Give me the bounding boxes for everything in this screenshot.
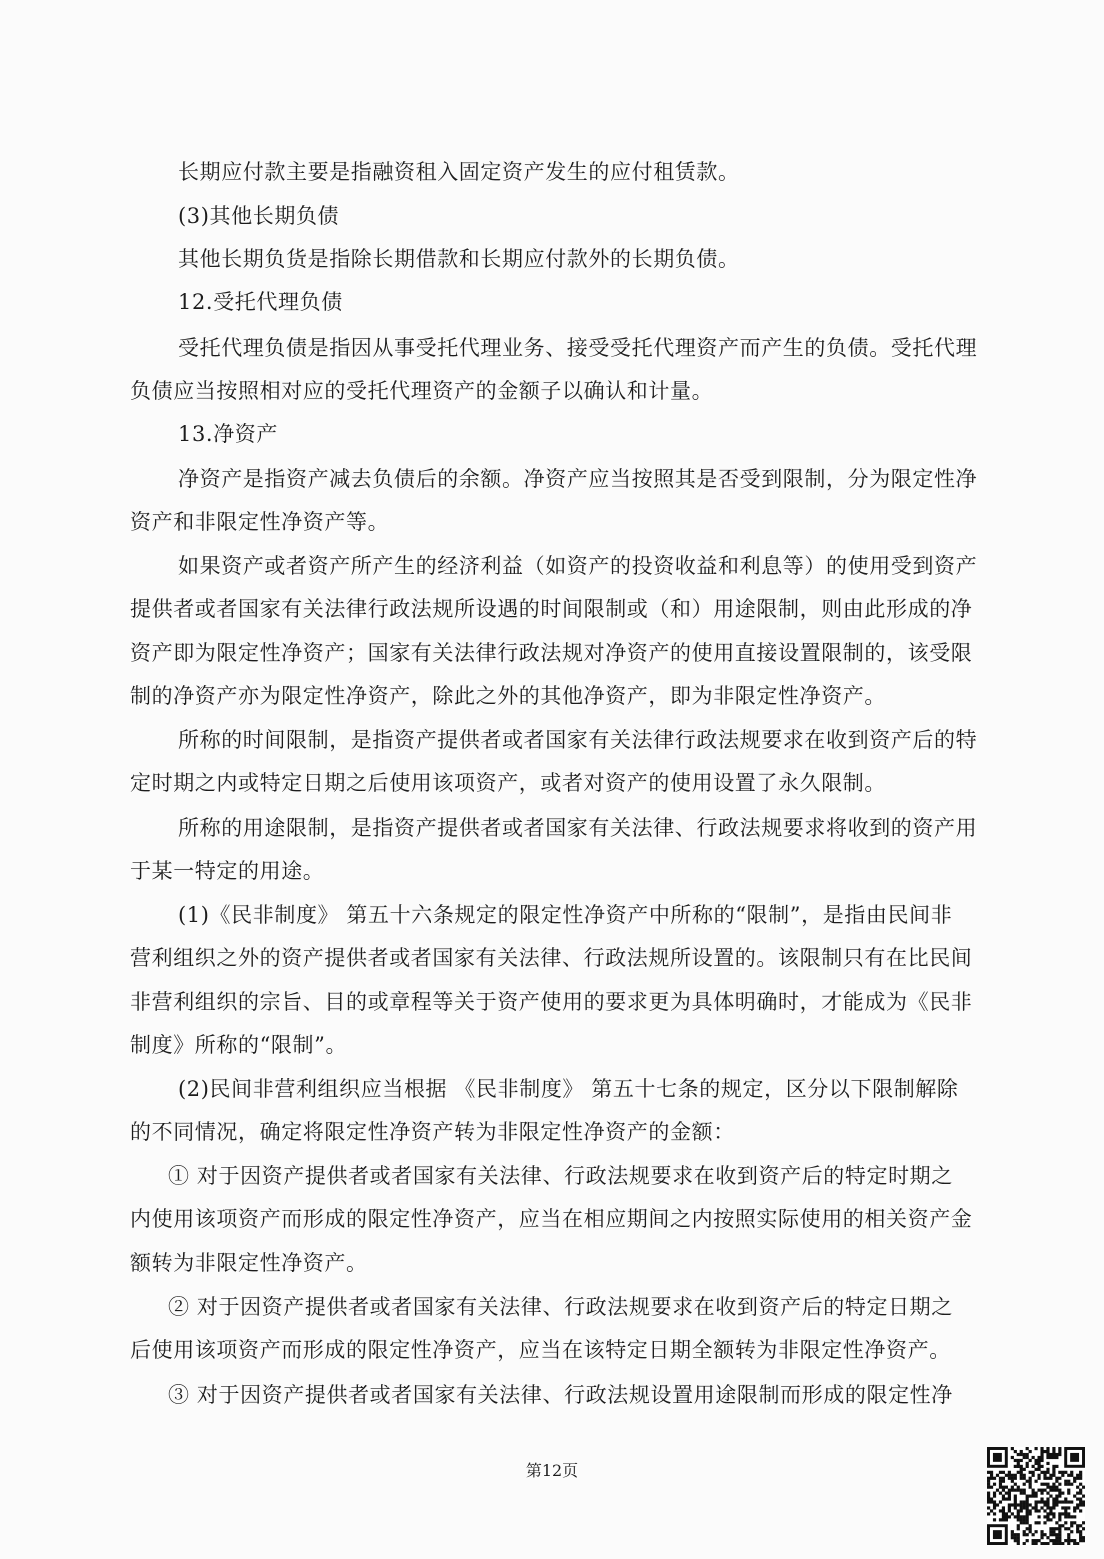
body-text-line: 额转为非限定性净资产。 bbox=[130, 1251, 368, 1275]
body-text-line: 制度》所称的“限制”。 bbox=[130, 1033, 348, 1057]
body-text-line: 于某一特定的用途。 bbox=[130, 859, 325, 883]
qr-code-icon bbox=[987, 1447, 1085, 1545]
body-text-line: 非营利组织的宗旨、目的或章程等关于资产使用的要求更为具体明确时，才能成为《民非 bbox=[130, 990, 973, 1014]
body-text-line: 资产即为限定性净资产；国家有关法律行政法规对净资产的使用直接设置限制的，该受限 bbox=[130, 641, 973, 665]
body-text-line: 如果资产或者资产所产生的经济利益（如资产的投资收益和利息等）的使用受到资产 bbox=[178, 554, 978, 578]
body-text-line: 其他长期负货是指除长期借款和长期应付款外的长期负债。 bbox=[178, 247, 740, 271]
body-text-line: 内使用该项资产而形成的限定性净资产，应当在相应期间之内按照实际使用的相关资产金 bbox=[130, 1207, 973, 1231]
body-text-line: 所称的时间限制，是指资产提供者或者国家有关法律行政法规要求在收到资产后的特 bbox=[178, 728, 978, 752]
body-text-line: ① 对于因资产提供者或者国家有关法律、行政法规要求在收到资产后的特定时期之 bbox=[168, 1164, 953, 1188]
body-text-line: 所称的用途限制，是指资产提供者或者国家有关法律、行政法规要求将收到的资产用 bbox=[178, 816, 978, 840]
body-text-line: 负债应当按照相对应的受托代理资产的金额子以确认和计量。 bbox=[130, 379, 714, 403]
body-text-line: 定时期之内或特定日期之后使用该项资产，或者对资产的使用设置了永久限制。 bbox=[130, 771, 886, 795]
body-text-line: 提供者或者国家有关法律行政法规所设遇的时间限制或（和）用途限制，则由此形成的净 bbox=[130, 597, 973, 621]
body-text-line: 受托代理负债是指因从事受托代理业务、接受受托代理资产而产生的负债。受托代理 bbox=[178, 336, 978, 360]
section-heading: 13.净资产 bbox=[178, 422, 278, 446]
body-text-line: ③ 对于因资产提供者或者国家有关法律、行政法规设置用途限制而形成的限定性净 bbox=[168, 1383, 953, 1407]
body-text-line: (2)民间非营利组织应当根据 《民非制度》 第五十七条的规定，区分以下限制解除 bbox=[178, 1077, 959, 1101]
body-text-line: 的不同情况，确定将限定性净资产转为非限定性净资产的金额： bbox=[130, 1120, 735, 1144]
body-text-line: 长期应付款主要是指融资租入固定资产发生的应付租赁款。 bbox=[178, 160, 740, 184]
section-heading: 12.受托代理负债 bbox=[178, 290, 343, 314]
page-number: 第12页 bbox=[525, 1461, 579, 1480]
body-text-line: (1)《民非制度》 第五十六条规定的限定性净资产中所称的“限制”，是指由民间非 bbox=[178, 903, 953, 927]
section-heading: (3)其他长期负债 bbox=[178, 204, 340, 228]
body-text-line: 营利组织之外的资产提供者或者国家有关法律、行政法规所设置的。该限制只有在比民间 bbox=[130, 946, 973, 970]
body-text-line: ② 对于因资产提供者或者国家有关法律、行政法规要求在收到资产后的特定日期之 bbox=[168, 1295, 953, 1319]
body-text-line: 制的净资产亦为限定性净资产，除此之外的其他净资产，即为非限定性净资产。 bbox=[130, 684, 886, 708]
body-text-line: 资产和非限定性净资产等。 bbox=[130, 510, 390, 534]
body-text-line: 后使用该项资产而形成的限定性净资产，应当在该特定日期全额转为非限定性净资产。 bbox=[130, 1338, 951, 1362]
body-text-line: 净资产是指资产减去负债后的余额。净资产应当按照其是否受到限制，分为限定性净 bbox=[178, 467, 978, 491]
